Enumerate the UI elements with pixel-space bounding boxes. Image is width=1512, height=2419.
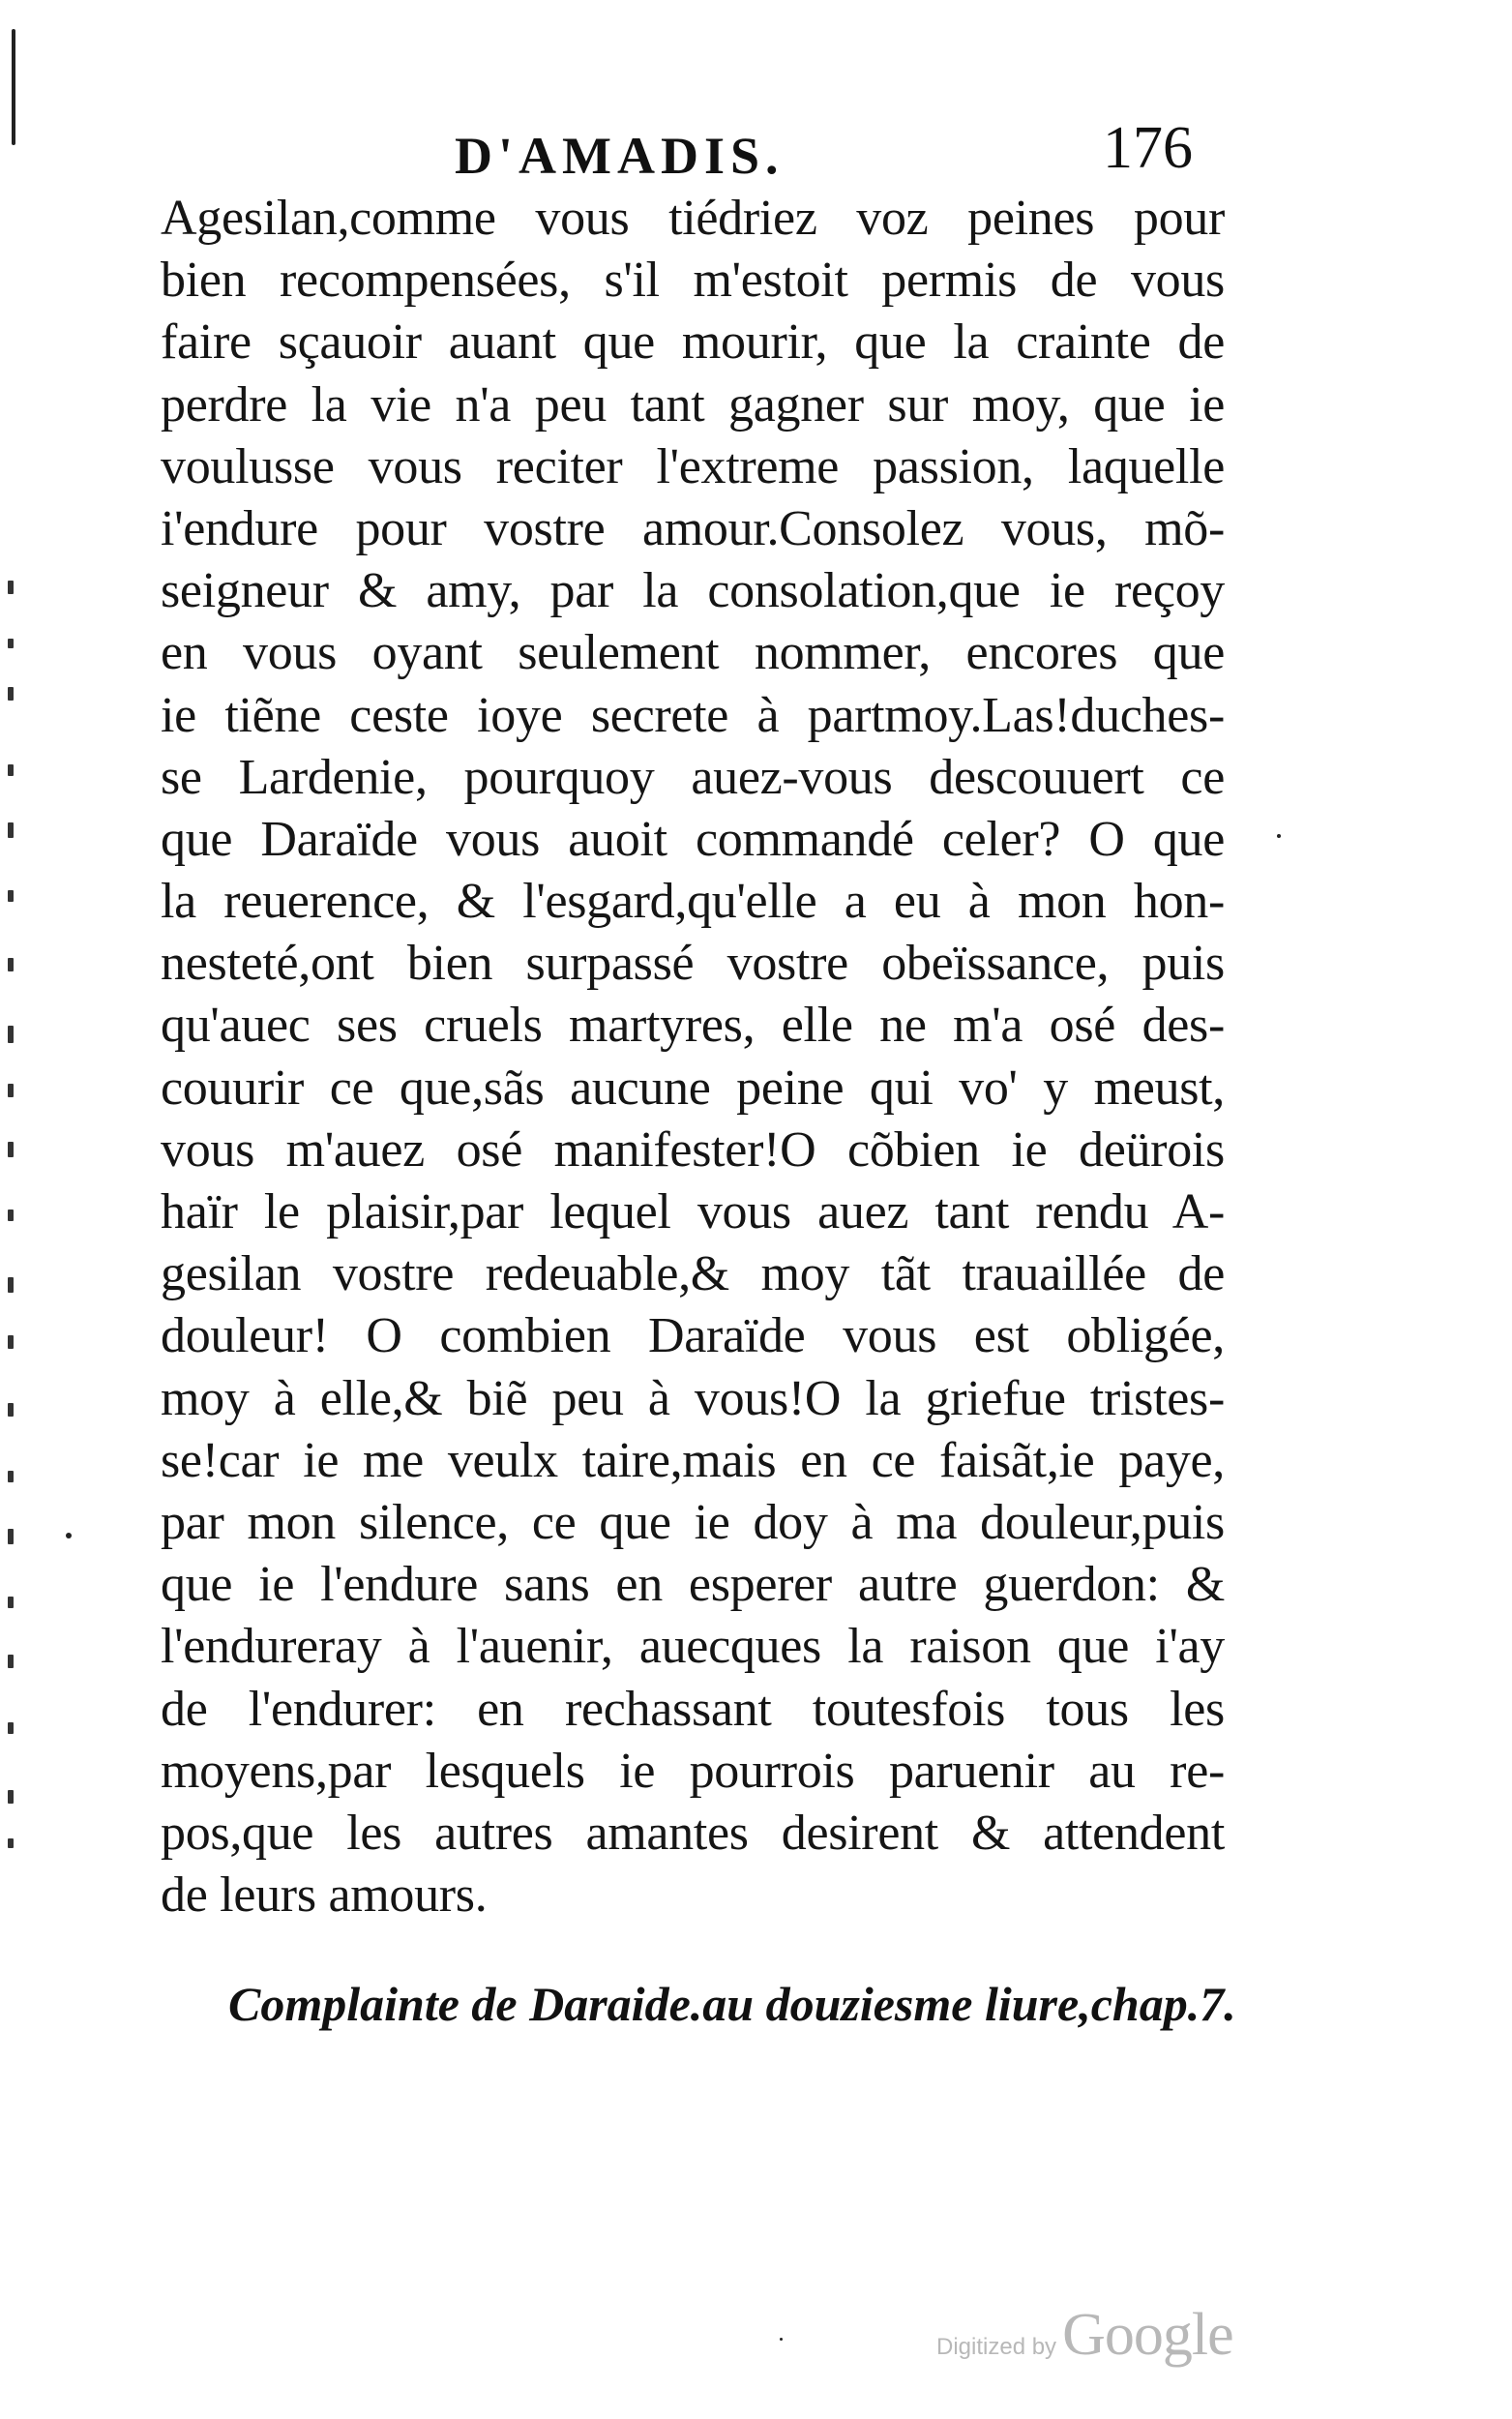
text-line: Agesilan,comme vous tiédriez voz peines pour (161, 191, 1225, 246)
text-line: ie tiẽne ceste ioye secrete à partmoy.Las!duches- (161, 687, 1225, 743)
watermark-caption: Digitized by (936, 2334, 1057, 2360)
text-line: en vous oyant seulement nommer, encores que (161, 625, 1225, 681)
text-line: faire sçauoir auant que mourir, que la crainte de (161, 314, 1225, 371)
text-line: bien recompensées, s'il m'estoit permis de vous (161, 253, 1225, 309)
ink-speck (780, 2338, 783, 2341)
text-line: par mon silence, ce que ie doy à ma douleur,puis (161, 1494, 1225, 1550)
gutter-show-through (0, 542, 25, 2090)
google-logo: Google (1062, 2302, 1233, 2368)
text-line: moy à elle,& biẽ peu à vous!O la griefue tristes- (161, 1370, 1225, 1426)
text-line: gesilan vostre redeuable,& moy tãt trauaillée de (161, 1246, 1225, 1302)
text-line: vous m'auez osé manifester!O cõbien ie deürois (161, 1121, 1225, 1178)
body-text (161, 188, 1225, 1926)
text-line: de l'endurer: en rechassant toutesfois tous les (161, 1681, 1225, 1737)
text-line: se!car ie me veulx taire,mais en ce faisãt,ie paye, (161, 1432, 1225, 1488)
digitization-watermark (936, 2301, 1233, 2370)
text-line: perdre la vie n'a peu tant gagner sur moy, que ie (161, 376, 1225, 433)
text-line: douleur! O combien Daraïde vous est obligée, (161, 1308, 1225, 1364)
page-number: 176 (1103, 115, 1193, 181)
text-line: haïr le plaisir,par lequel vous auez tant rendu A- (161, 1184, 1225, 1239)
running-head: D'AMADIS. (455, 127, 785, 185)
text-line: que ie l'endure sans en esperer autre guerdon: & (161, 1557, 1225, 1613)
text-line: seigneur & amy, par la consolation,que ie reçoy (161, 563, 1225, 619)
text-line: la reuerence, & l'esgard,qu'elle a eu à mon hon- (161, 874, 1225, 930)
text-line: se Lardenie, pourquoy auez-vous descouuert ce (161, 749, 1225, 805)
ink-speck (66, 1533, 72, 1538)
text-line: l'endureray à l'auenir, auecques la raison que i'ay (161, 1619, 1225, 1675)
text-line: couurir ce que,sãs aucune peine qui vo' y meust, (161, 1060, 1225, 1116)
text-line: i'endure pour vostre amour.Consolez vous, mõ- (161, 500, 1225, 556)
text-line: de leurs amours. (161, 1867, 488, 1924)
section-heading: Complainte de Daraide.au douziesme liure,chap.7. (228, 1977, 1236, 2031)
text-line: nesteté,ont bien surpassé vostre obeïssance, puis (161, 936, 1225, 992)
text-line: voulusse vous reciter l'extreme passion, laquelle (161, 438, 1225, 494)
text-line: moyens,par lesquels ie pourrois paruenir au re- (161, 1743, 1225, 1799)
ink-speck (1277, 834, 1281, 838)
binding-edge (12, 29, 15, 145)
text-line: que Daraïde vous auoit commandé celer? O que (161, 811, 1225, 867)
text-line: pos,que les autres amantes desirent & attendent (161, 1805, 1225, 1861)
text-line: qu'auec ses cruels martyres, elle ne m'a osé des- (161, 998, 1225, 1054)
